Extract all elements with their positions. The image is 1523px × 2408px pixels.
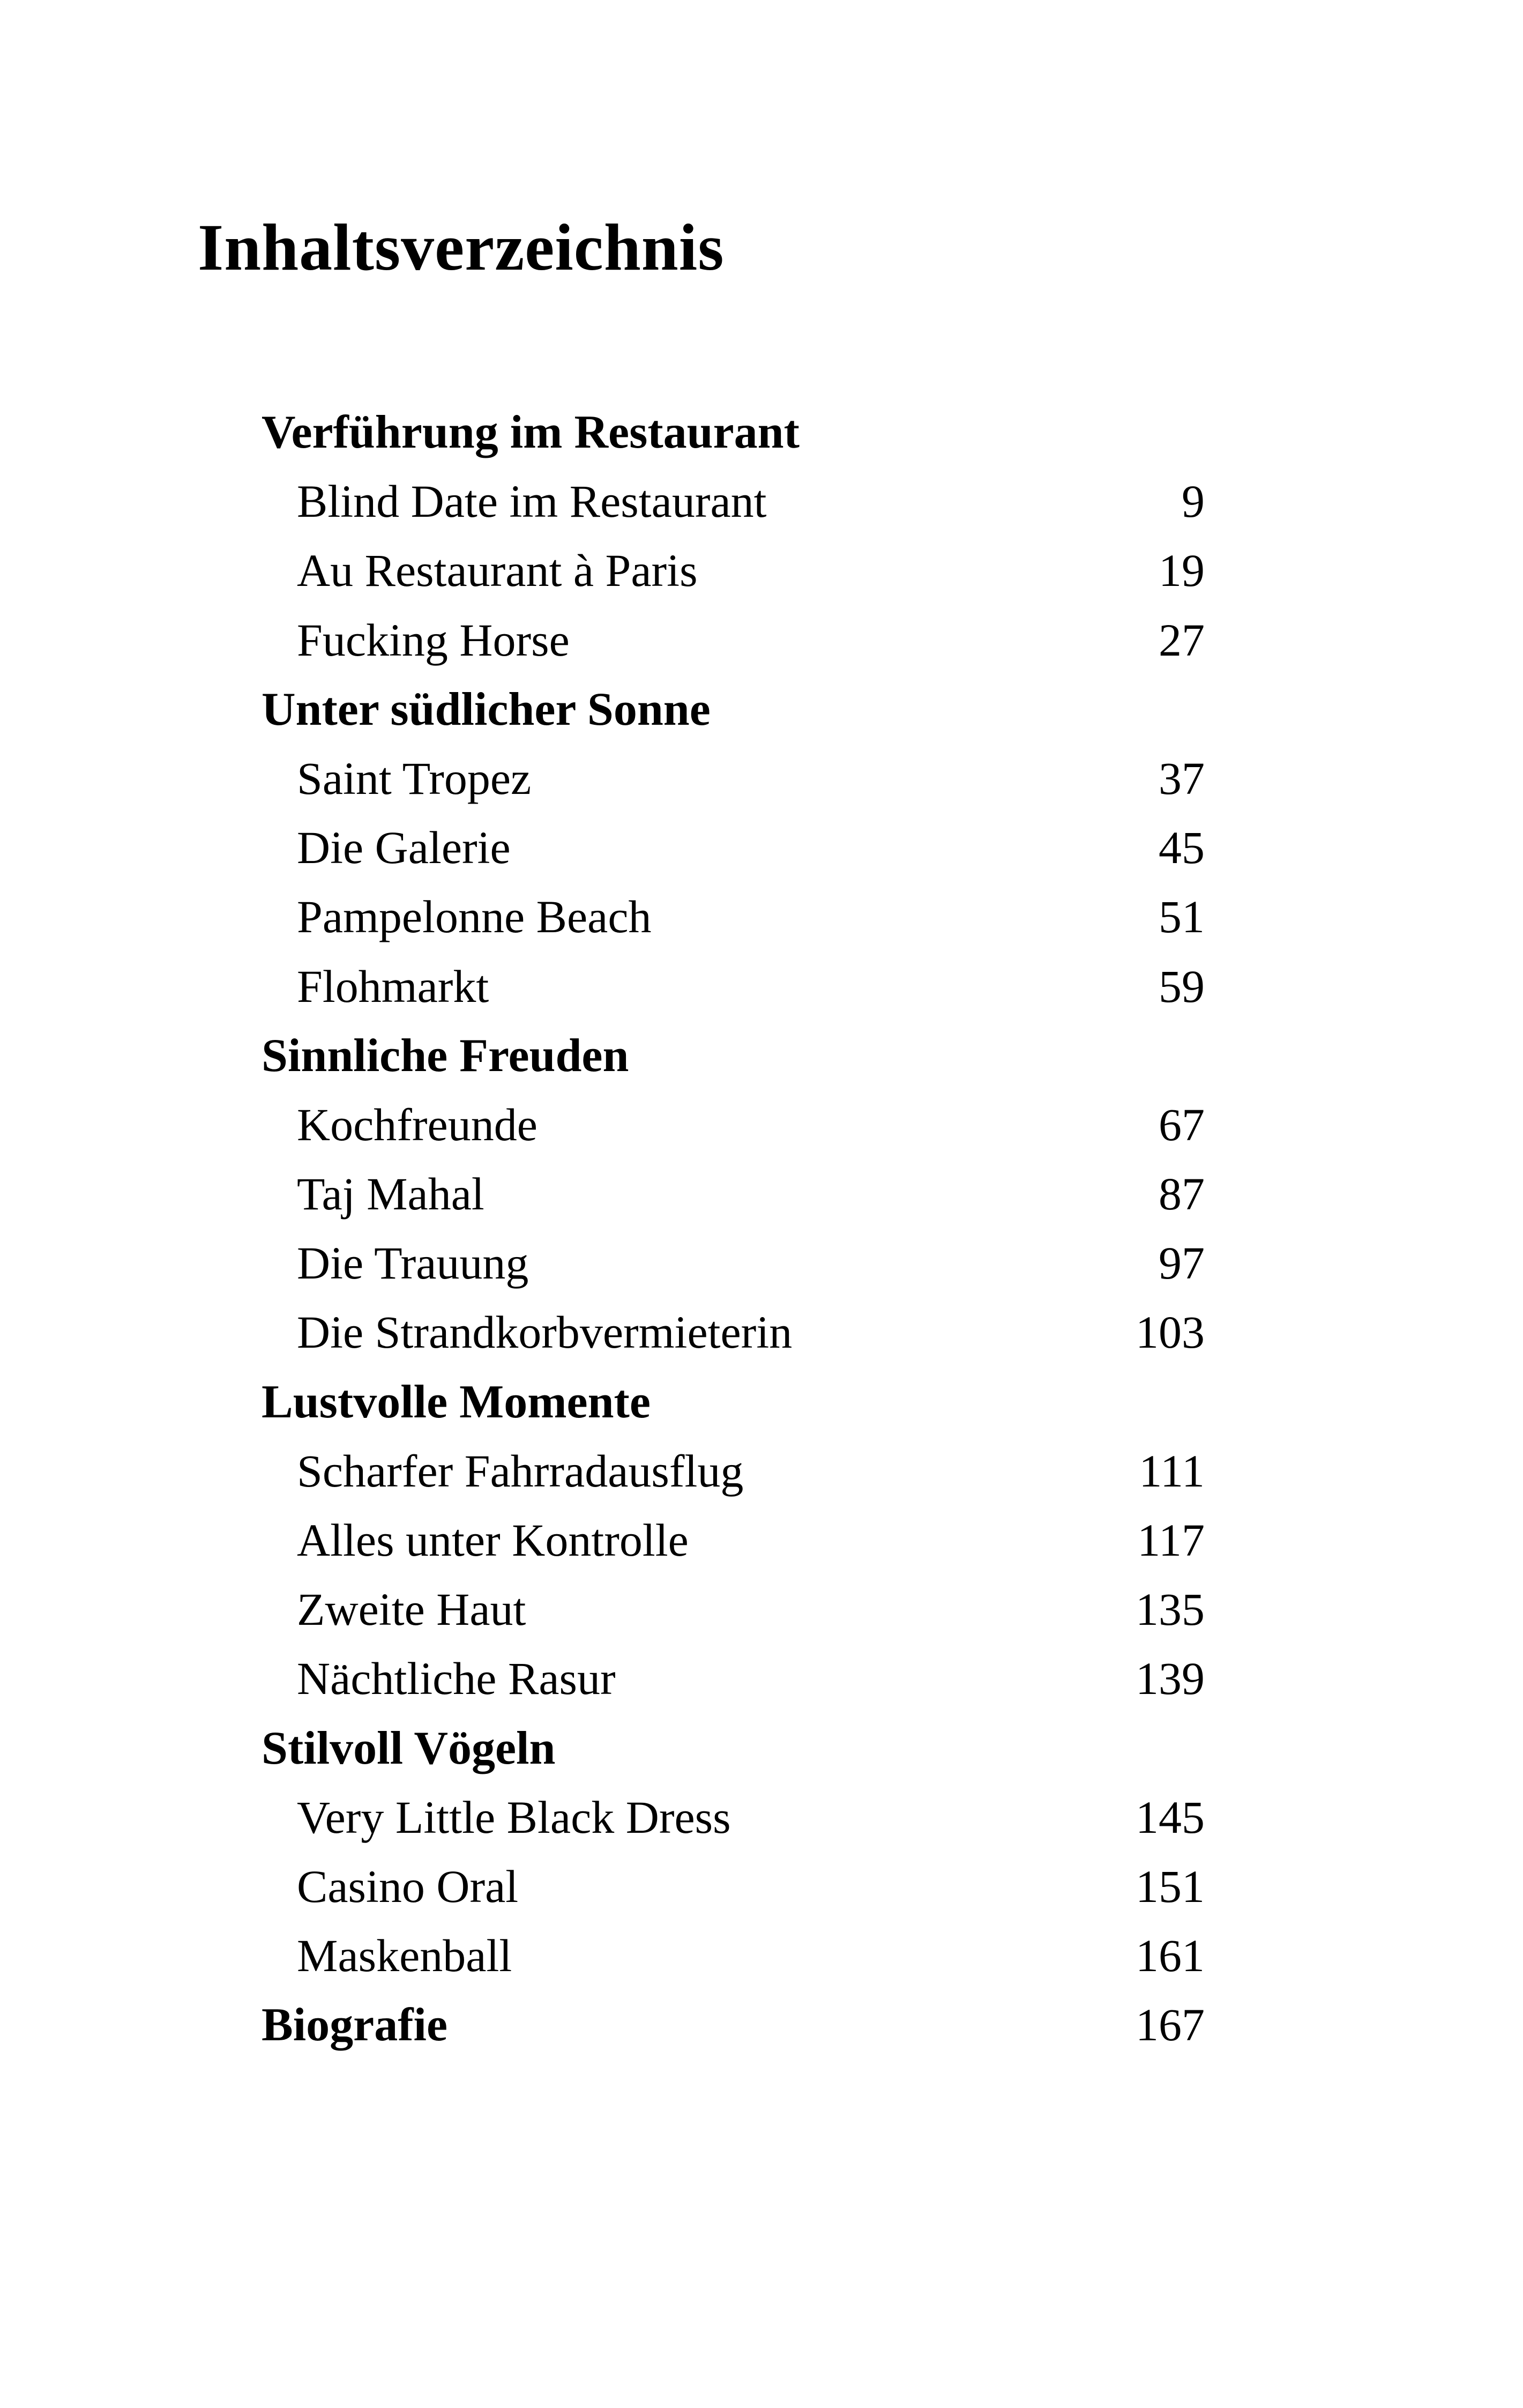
toc-entry <box>262 1229 1205 1298</box>
toc-section-title: Biografie <box>262 1999 448 2052</box>
toc-page-number: 45 <box>1159 822 1205 874</box>
toc-entry <box>262 1644 1205 1713</box>
toc-entry <box>262 467 1205 536</box>
toc-page-number: 51 <box>1159 891 1205 943</box>
toc-entry <box>262 1921 1205 1990</box>
toc-entry <box>262 1437 1205 1506</box>
toc-entry <box>262 1575 1205 1644</box>
toc-page-number: 97 <box>1159 1237 1205 1289</box>
toc-section <box>262 1714 1205 1783</box>
toc-section-title: Verführung im Restaurant <box>262 406 800 458</box>
toc-entry-title: Saint Tropez <box>297 752 532 804</box>
toc-page-number: 151 <box>1136 1860 1205 1912</box>
toc-page-number: 103 <box>1136 1306 1205 1358</box>
toc-section-title: Lustvolle Momente <box>262 1376 651 1428</box>
toc-entry-title: Blind Date im Restaurant <box>297 475 767 527</box>
page-title: Inhaltsverzeichnis <box>198 211 725 284</box>
toc-entry <box>262 1298 1205 1367</box>
toc-entry <box>262 1852 1205 1921</box>
toc-page-number: 37 <box>1159 752 1205 804</box>
toc-section-title: Stilvoll Vögeln <box>262 1722 556 1774</box>
toc-entry-title: Die Galerie <box>297 822 511 874</box>
toc-entry-title: Die Strandkorbvermieterin <box>297 1306 793 1358</box>
toc-entry <box>262 536 1205 605</box>
toc-entry-title: Maskenball <box>297 1930 512 1982</box>
toc-section <box>262 1021 1205 1090</box>
toc-entry <box>262 1783 1205 1852</box>
toc-entry <box>262 813 1205 882</box>
table-of-contents <box>262 398 1205 2060</box>
toc-entry-title: Flohmarkt <box>297 960 489 1012</box>
toc-entry <box>262 952 1205 1021</box>
toc-page-number: 135 <box>1136 1584 1205 1636</box>
toc-page-number: 59 <box>1159 960 1205 1012</box>
toc-entry-title: Au Restaurant à Paris <box>297 545 698 597</box>
toc-entry-title: Nächtliche Rasur <box>297 1653 616 1705</box>
toc-entry <box>262 606 1205 675</box>
toc-entry-title: Pampelonne Beach <box>297 891 652 943</box>
toc-page-number: 67 <box>1159 1098 1205 1150</box>
toc-page-number: 27 <box>1159 614 1205 666</box>
toc-section-title: Sinnliche Freuden <box>262 1029 629 1082</box>
toc-entry-title: Alles unter Kontrolle <box>297 1514 689 1566</box>
toc-page-number: 87 <box>1159 1168 1205 1220</box>
toc-entry-title: Very Little Black Dress <box>297 1791 731 1843</box>
toc-page-number: 167 <box>1136 1999 1205 2051</box>
toc-entry-title: Fucking Horse <box>297 614 570 666</box>
toc-entry-title: Casino Oral <box>297 1860 519 1912</box>
toc-page-number: 145 <box>1136 1791 1205 1843</box>
toc-entry <box>262 882 1205 952</box>
toc-entry <box>262 1160 1205 1229</box>
toc-section-title: Unter südlicher Sonne <box>262 683 711 735</box>
toc-page-number: 161 <box>1136 1930 1205 1982</box>
toc-entry <box>262 744 1205 813</box>
toc-entry <box>262 1090 1205 1160</box>
toc-section <box>262 675 1205 744</box>
toc-section <box>262 398 1205 467</box>
toc-entry <box>262 1506 1205 1575</box>
toc-entry-title: Zweite Haut <box>297 1584 526 1636</box>
toc-page-number: 117 <box>1137 1514 1205 1566</box>
toc-section <box>262 1367 1205 1437</box>
toc-page-number: 19 <box>1159 545 1205 597</box>
toc-entry-title: Die Trauung <box>297 1237 529 1289</box>
toc-page-number: 111 <box>1139 1445 1205 1497</box>
toc-entry-title: Taj Mahal <box>297 1168 484 1220</box>
toc-page-number: 9 <box>1182 475 1205 527</box>
toc-page-number: 139 <box>1136 1653 1205 1705</box>
toc-entry-title: Scharfer Fahrradausflug <box>297 1445 744 1497</box>
toc-section <box>262 1990 1205 2060</box>
toc-entry-title: Kochfreunde <box>297 1098 537 1150</box>
